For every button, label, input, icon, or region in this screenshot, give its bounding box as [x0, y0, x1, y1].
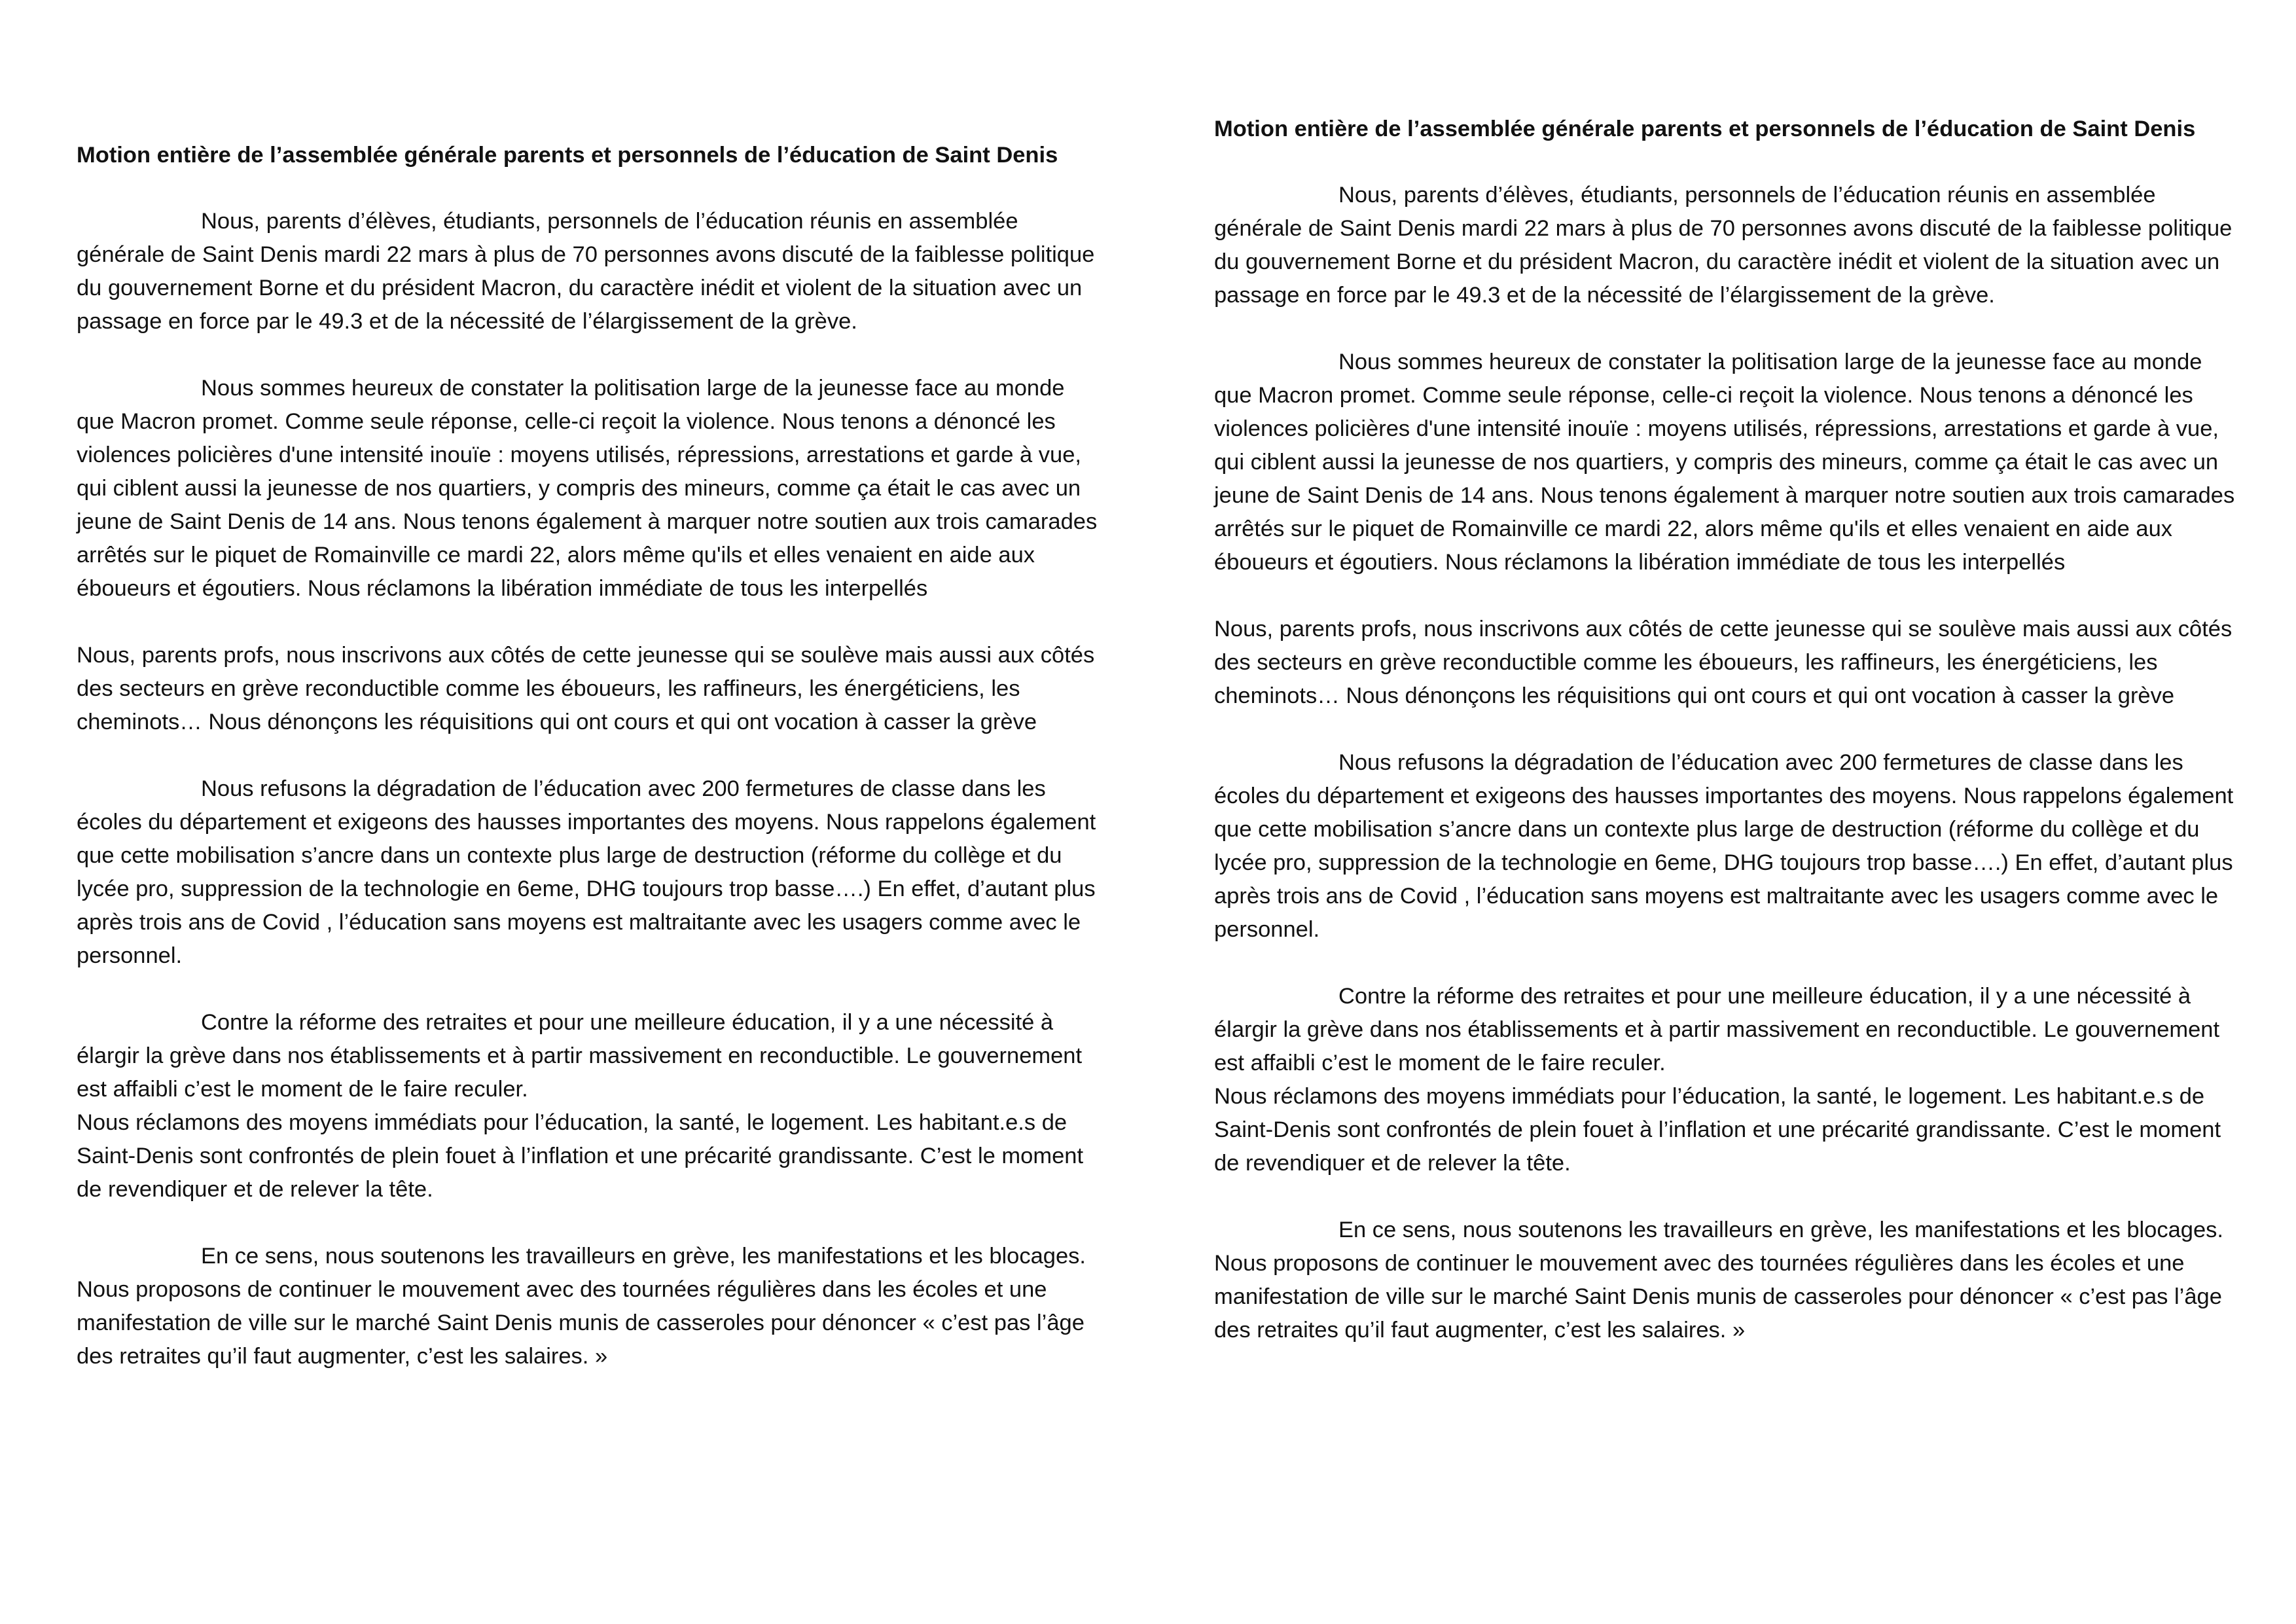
paragraph-line: Contre la réforme des retraites et pour une meilleure éducation, il y a une nécessité à élargir la grève dans nos établissements et à partir massivement en reconductible. Le gouvernement est affaibli c’est le moment de le faire reculer. — [1214, 984, 2220, 1075]
paragraph-line: En ce sens, nous soutenons les travailleurs en grève, les manifestations et les blocages. Nous proposons de continuer le mouvement avec des tournées régulières dans les écoles et une manifestation de ville sur le marché Saint Denis munis de casseroles pour dénoncer « c’est pas l’âge des retraites qu’il faut augmenter, c’est les salaires. » — [77, 1244, 1086, 1369]
paragraph-pension-reform — [77, 1006, 1098, 1206]
document-title: Motion entière de l’assemblée générale parents et personnels de l’éducation de Saint Denis — [1214, 117, 2196, 141]
paragraph-line: Nous sommes heureux de constater la politisation large de la jeunesse face au monde que Macron promet. Comme seule réponse, celle-ci reçoit la violence. Nous tenons a dénoncé les violences policières d'une intensité inouïe : moyens utilisés, répressions, arrestations et garde à vue, qui ciblent aussi la jeunesse de nos quartiers, y compris des mineurs, comme ça était le cas avec un jeune de Saint Denis de 14 ans. Nous tenons également à marquer notre soutien aux trois camarades arrêtés sur le piquet de Romainville ce mardi 22, alors même qu'ils et elles venaient en aide aux éboueurs et égoutiers. Nous réclamons la libération immédiate de tous les interpellés — [77, 376, 1098, 601]
paragraph-line: Nous refusons la dégradation de l’éducation avec 200 fermetures de classe dans les écoles du département et exigeons des hausses importantes des moyens. Nous rappelons également que cette mobilisation s’ancre dans un contexte plus large de destruction (réforme du collège et du lycée pro, suppression de la technologie en 6eme, DHG toujours trop basse….) En effet, d’autant plus après trois ans de Covid , l’éducation sans moyens est maltraitante avec les usagers comme avec le personnel. — [1214, 750, 2234, 942]
paragraph-line: Nous, parents profs, nous inscrivons aux côtés de cette jeunesse qui se soulève mais aussi aux côtés des secteurs en grève reconductible comme les éboueurs, les raffineurs, les énergéticiens, les cheminots… Nous dénonçons les réquisitions qui ont cours et qui ont vocation à casser la grève — [1214, 617, 2233, 708]
paragraph-line: Contre la réforme des retraites et pour une meilleure éducation, il y a une nécessité à élargir la grève dans nos établissements et à partir massivement en reconductible. Le gouvernement est affaibli c’est le moment de le faire reculer. — [77, 1010, 1083, 1102]
paragraph-support-strikes — [1214, 1214, 2235, 1347]
paragraph-education — [1214, 746, 2235, 947]
paragraph-solidarity — [77, 639, 1098, 739]
paragraph-line: Nous, parents profs, nous inscrivons aux côtés de cette jeunesse qui se soulève mais aussi aux côtés des secteurs en grève reconductible comme les éboueurs, les raffineurs, les énergéticiens, les cheminots… Nous dénonçons les réquisitions qui ont cours et qui ont vocation à casser la grève — [77, 643, 1095, 734]
paragraph-solidarity — [1214, 613, 2235, 713]
paragraph-line: Nous, parents d’élèves, étudiants, personnels de l’éducation réunis en assemblée générale de Saint Denis mardi 22 mars à plus de 70 personnes avons discuté de la faiblesse politique du gouvernement Borne et du président Macron, du caractère inédit et violent de la situation avec un passage en force par le 49.3 et de la nécessité de l’élargissement de la grève. — [77, 209, 1095, 334]
paragraph-youth-violence — [77, 372, 1098, 605]
paragraph-line: En ce sens, nous soutenons les travailleurs en grève, les manifestations et les blocages. Nous proposons de continuer le mouvement avec des tournées régulières dans les écoles et une manifestation de ville sur le marché Saint Denis munis de casseroles pour dénoncer « c’est pas l’âge des retraites qu’il faut augmenter, c’est les salaires. » — [1214, 1218, 2224, 1343]
paragraph-youth-violence — [1214, 346, 2235, 579]
paragraph-line: Nous réclamons des moyens immédiats pour l’éducation, la santé, le logement. Les habitant.e.s de Saint-Denis sont confrontés de plein fouet à l’inflation et une précarité grandissante. C’est le moment de revendiquer et de relever la tête. — [1214, 1084, 2221, 1176]
document-copy-left — [77, 139, 1098, 1373]
document-copy-right — [1214, 113, 2235, 1347]
paragraph-pension-reform — [1214, 980, 2235, 1180]
paragraph-education — [77, 772, 1098, 973]
document-body — [1214, 179, 2235, 1347]
document-body — [77, 205, 1098, 1373]
document-title: Motion entière de l’assemblée générale parents et personnels de l’éducation de Saint Denis — [77, 143, 1058, 168]
paragraph-line: Nous sommes heureux de constater la politisation large de la jeunesse face au monde que Macron promet. Comme seule réponse, celle-ci reçoit la violence. Nous tenons a dénoncé les violences policières d'une intensité inouïe : moyens utilisés, répressions, arrestations et garde à vue, qui ciblent aussi la jeunesse de nos quartiers, y compris des mineurs, comme ça était le cas avec un jeune de Saint Denis de 14 ans. Nous tenons également à marquer notre soutien aux trois camarades arrêtés sur le piquet de Romainville ce mardi 22, alors même qu'ils et elles venaient en aide aux éboueurs et égoutiers. Nous réclamons la libération immédiate de tous les interpellés — [1214, 350, 2235, 575]
paragraph-support-strikes — [77, 1240, 1098, 1373]
paragraph-assembly — [1214, 179, 2235, 312]
paragraph-assembly — [77, 205, 1098, 338]
paragraph-line: Nous refusons la dégradation de l’éducation avec 200 fermetures de classe dans les écoles du département et exigeons des hausses importantes des moyens. Nous rappelons également que cette mobilisation s’ancre dans un contexte plus large de destruction (réforme du collège et du lycée pro, suppression de la technologie en 6eme, DHG toujours trop basse….) En effet, d’autant plus après trois ans de Covid , l’éducation sans moyens est maltraitante avec les usagers comme avec le personnel. — [77, 776, 1096, 968]
paragraph-line: Nous réclamons des moyens immédiats pour l’éducation, la santé, le logement. Les habitant.e.s de Saint-Denis sont confrontés de plein fouet à l’inflation et une précarité grandissante. C’est le moment de revendiquer et de relever la tête. — [77, 1110, 1084, 1202]
paragraph-line: Nous, parents d’élèves, étudiants, personnels de l’éducation réunis en assemblée générale de Saint Denis mardi 22 mars à plus de 70 personnes avons discuté de la faiblesse politique du gouvernement Borne et du président Macron, du caractère inédit et violent de la situation avec un passage en force par le 49.3 et de la nécessité de l’élargissement de la grève. — [1214, 183, 2233, 308]
